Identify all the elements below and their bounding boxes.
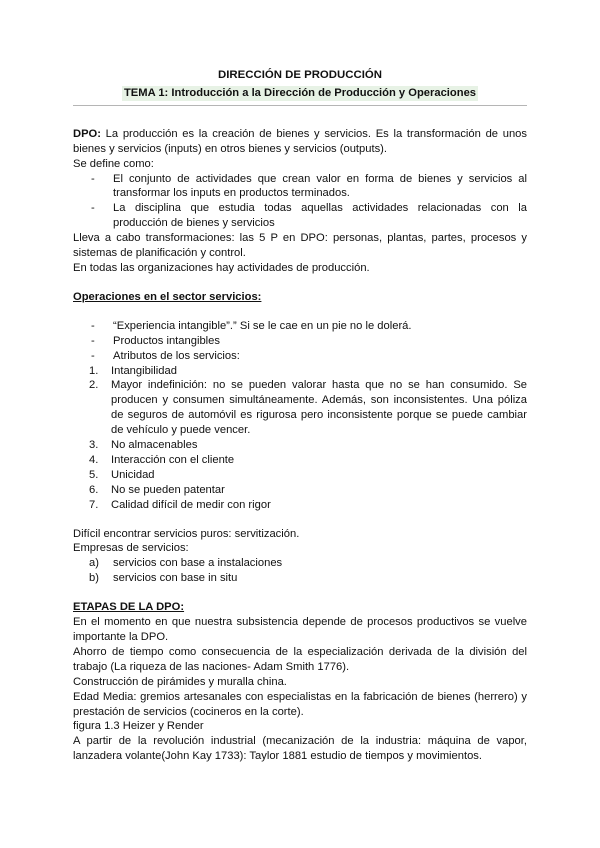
bullet-dash: - (91, 334, 95, 347)
list-item-text: No almacenables (111, 439, 198, 452)
dpo-cinco-p: Lleva a cabo transformaciones: las 5 P en DPO: personas, plantas, partes, procesos y sistemas de planificación y control. (73, 232, 527, 260)
dpo-definition-text: La producción es la creación de bienes y servicios. Es la transformación de unos bienes y servicios (inputs) en otros bienes y servicios (outputs). (73, 127, 527, 155)
servicios-empresas: Empresas de servicios: (73, 542, 189, 555)
document-title: DIRECCIÓN DE PRODUCCIÓN (218, 69, 382, 81)
list-item-text: La disciplina que estudia todas aquellas actividades relacionadas con la producción de bienes y servicios (113, 202, 527, 230)
list-number: 5. (89, 468, 99, 481)
list-item-text: Unicidad (111, 468, 155, 481)
etapas-paragraph: Ahorro de tiempo como consecuencia de la especialización derivada de la división del trabajo (La riqueza de las naciones- Adam Smith 1776). (73, 645, 527, 673)
list-item-text: “Experiencia intangible”.” Si se le cae en un pie no le dolerá. (113, 319, 412, 332)
spacer (73, 106, 527, 127)
list-item (73, 319, 527, 334)
list-item-text: El conjunto de actividades que crean valor en forma de bienes y servicios al transformar los inputs en productos terminados. (113, 172, 527, 200)
empresas-tipos-list (73, 556, 527, 586)
etapas-paragraph: Edad Media: gremios artesanales con especialistas en la fabricación de bienes (herrero) y prestación de servicios (cocineros en la corte). (73, 690, 527, 718)
servicios-heading: Operaciones en el sector servicios: (73, 290, 262, 303)
list-number: 1. (89, 364, 99, 377)
list-letter: b) (89, 572, 99, 585)
list-item-text: Intangibilidad (111, 364, 177, 377)
list-number: 6. (89, 483, 99, 496)
etapas-paragraph: En el momento en que nuestra subsistencia depende de procesos productivos se vuelve importante la DPO. (73, 616, 527, 643)
bullet-dash: - (91, 319, 95, 332)
list-item (73, 468, 527, 483)
etapas-paragraph: Construcción de pirámides y muralla china. (73, 675, 287, 688)
list-item-text: Calidad difícil de medir con rigor (111, 498, 271, 511)
list-item (73, 364, 527, 379)
list-item-text: Interacción con el cliente (111, 453, 235, 466)
list-item (73, 453, 527, 468)
spacer (73, 513, 527, 527)
list-number: 4. (89, 453, 99, 466)
list-item (73, 483, 527, 498)
list-item (73, 201, 527, 231)
list-item (73, 571, 527, 586)
list-item (73, 378, 527, 438)
etapas-paragraph: A partir de la revolución industrial (mecanización de la industria: máquina de vapor, lanzadera volante(John Kay 1733): Taylor 1881 estudio de tiempos y movimientos. (73, 735, 527, 763)
dpo-label: DPO: (73, 127, 101, 140)
atributos-list (73, 364, 527, 513)
dpo-definition-list (73, 172, 527, 232)
list-number: 2. (89, 379, 99, 392)
list-item-text: Productos intangibles (113, 334, 220, 347)
servicios-bullet-list (73, 319, 527, 364)
list-item-text: No se pueden patentar (111, 483, 225, 496)
spacer (73, 586, 527, 600)
dpo-se-define: Se define como: (73, 157, 154, 170)
document-subtitle-wrap (73, 86, 527, 101)
etapas-heading: ETAPAS DE LA DPO: (73, 601, 185, 614)
list-letter: a) (89, 557, 99, 570)
bullet-dash: - (91, 172, 95, 185)
list-item (73, 334, 527, 349)
list-item (73, 349, 527, 364)
list-item-text: servicios con base in situ (113, 572, 238, 585)
spacer (73, 305, 527, 319)
document-subtitle: TEMA 1: Introducción a la Dirección de Producción y Operaciones (123, 86, 477, 99)
list-number: 3. (89, 439, 99, 452)
bullet-dash: - (91, 349, 95, 362)
list-item-text: Atributos de los servicios: (113, 349, 240, 362)
list-item-text: Mayor indefinición: no se pueden valorar hasta que no se han consumido. Se producen y consumen simultáneamente. Además, son inconsistentes. Una póliza de seguros de automóvil es rigurosa pero inconsistente porque se puede cambiar de vehículo y puede vencer. (111, 379, 527, 437)
spacer (73, 276, 527, 290)
dpo-definition (73, 127, 527, 157)
list-item (73, 172, 527, 202)
list-item-text: servicios con base a instalaciones (113, 557, 283, 570)
list-number: 7. (89, 498, 99, 511)
servicios-puros: Difícil encontrar servicios puros: servitización. (73, 527, 300, 540)
list-item (73, 438, 527, 453)
dpo-organizaciones: En todas las organizaciones hay actividades de producción. (73, 261, 370, 274)
list-item (73, 556, 527, 571)
list-item (73, 498, 527, 513)
bullet-dash: - (91, 202, 95, 215)
etapas-paragraph: figura 1.3 Heizer y Render (73, 720, 204, 733)
document-page (73, 68, 527, 764)
